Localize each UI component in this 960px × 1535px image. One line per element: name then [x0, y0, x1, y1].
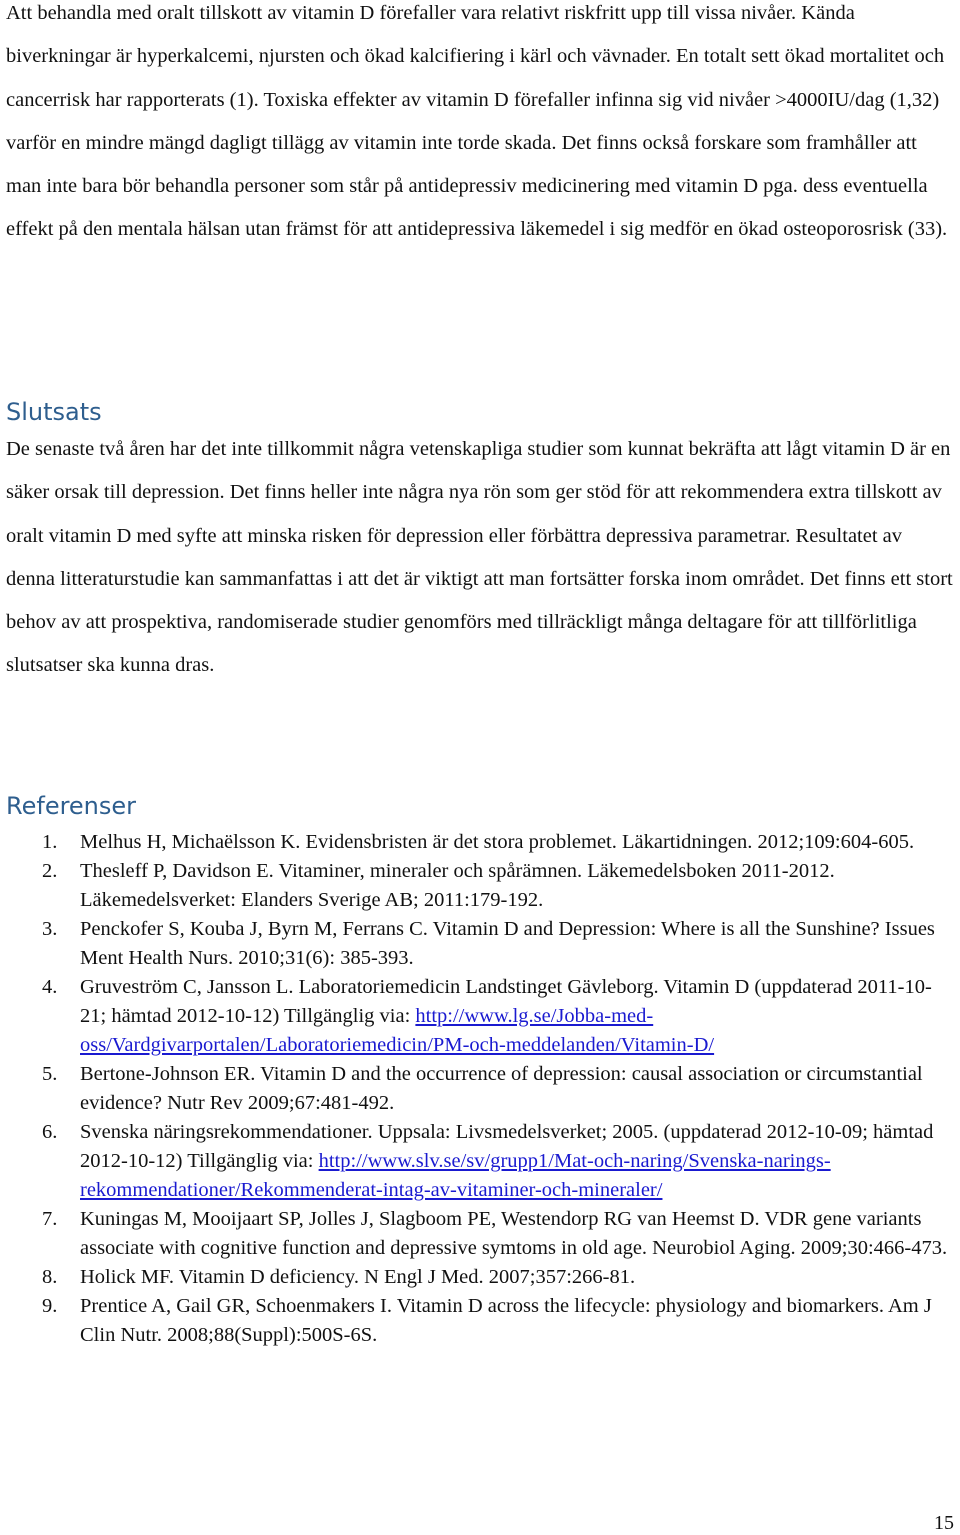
reference-item — [6, 1292, 954, 1350]
reference-item — [6, 1060, 954, 1118]
reference-number: 1. — [42, 831, 58, 853]
reference-text: Gruveström C, Jansson L. Laboratoriemedicin Landstinget Gävleborg. Vitamin D (uppdaterad 2011-10-21; hämtad 2012-10-12) Tillgänglig via: — [80, 976, 932, 1027]
intro-paragraph: Att behandla med oralt tillskott av vitamin D förefaller vara relativt riskfritt upp till vissa nivåer. Kända biverkningar är hyperkalcemi, njursten och ökad kalcifiering i kärl och vävnader. En totalt sett ökad mortalitet och cancerrisk har rapporterats (1). Toxiska effekter av vitamin D förefaller infinna sig vid nivåer >4000IU/dag (1,32) varför en mindre mängd dagligt tillägg av vitamin inte torde skada. Det finns också forskare som framhåller att man inte bara bör behandla personer som står på antidepressiv medicinering med vitamin D pga. dess eventuella effekt på den mentala hälsan utan främst för att antidepressiva läkemedel i sig medför en ökad osteoporosrisk (33). — [6, 2, 948, 241]
reference-text: Thesleff P, Davidson E. Vitaminer, mineraler och spårämnen. Läkemedelsboken 2011-2012. Läkemedelsverket: Elanders Sverige AB; 2011:179-192. — [80, 860, 835, 911]
reference-text: Melhus H, Michaëlsson K. Evidensbristen är det stora problemet. Läkartidningen. 2012;109:604-605. — [80, 831, 915, 853]
reference-text: Kuningas M, Mooijaart SP, Jolles J, Slagboom PE, Westendorp RG van Heemst D. VDR gene variants associate with cognitive function and depressive symtoms in old age. Neurobiol Aging. 2009;30:466-473. — [80, 1208, 948, 1259]
reference-list — [6, 828, 954, 1350]
reference-number: 4. — [42, 976, 58, 998]
reference-link[interactable]: http://www.slv.se/sv/grupp1/Mat-och-naring/Svenska-narings-rekommendationer/Rekommenderat-intag-av-vitaminer-och-mineraler/ — [80, 1150, 831, 1201]
reference-text: Holick MF. Vitamin D deficiency. N Engl J Med. 2007;357:266-81. — [80, 1266, 636, 1288]
references-heading: Referenser — [6, 792, 137, 820]
reference-text: Penckofer S, Kouba J, Byrn M, Ferrans C. Vitamin D and Depression: Where is all the Sunshine? Issues Ment Health Nurs. 2010;31(6): 385-393. — [80, 918, 935, 969]
reference-text: Prentice A, Gail GR, Schoenmakers I. Vitamin D across the lifecycle: physiology and biomarkers. Am J Clin Nutr. 2008;88(Suppl):500S-6S. — [80, 1295, 932, 1346]
reference-link[interactable]: http://www.lg.se/Jobba-med-oss/Vardgivarportalen/Laboratoriemedicin/PM-och-meddelanden/Vitamin-D/ — [80, 1005, 715, 1056]
reference-item — [6, 973, 954, 1060]
reference-number: 2. — [42, 860, 58, 882]
reference-text: Svenska näringsrekommendationer. Uppsala: Livsmedelsverket; 2005. (uppdaterad 2012-10-09; hämtad 2012-10-12) Tillgänglig via: — [80, 1121, 934, 1172]
reference-item — [6, 1205, 954, 1263]
reference-number: 5. — [42, 1063, 58, 1085]
reference-number: 9. — [42, 1295, 58, 1317]
reference-number: 3. — [42, 918, 58, 940]
reference-item — [6, 1118, 954, 1205]
conclusion-paragraph: De senaste två åren har det inte tillkommit några vetenskapliga studier som kunnat bekräfta att lågt vitamin D är en säker orsak till depression. Det finns heller inte några nya rön som ger stöd för att rekommendera extra tillskott av oralt vitamin D med syfte att minska risken för depression eller förbättra depressiva parametrar. Resultatet av denna litteraturstudie kan sammanfattas i att det är viktigt att man fortsätter forska inom området. Det finns ett stort behov av att prospektiva, randomiserade studier genomförs med tillräckligt många deltagare för att tillförlitliga slutsatser ska kunna dras. — [6, 438, 953, 677]
reference-item — [6, 915, 954, 973]
reference-item — [6, 828, 954, 857]
reference-text: Bertone-Johnson ER. Vitamin D and the occurrence of depression: causal association or circumstantial evidence? Nutr Rev 2009;67:481-492. — [80, 1063, 923, 1114]
reference-number: 8. — [42, 1266, 58, 1288]
reference-number: 7. — [42, 1208, 58, 1230]
reference-number: 6. — [42, 1121, 58, 1143]
page-number: 15 — [934, 1512, 954, 1534]
reference-item — [6, 857, 954, 915]
conclusion-heading: Slutsats — [6, 398, 102, 426]
reference-item — [6, 1263, 954, 1292]
